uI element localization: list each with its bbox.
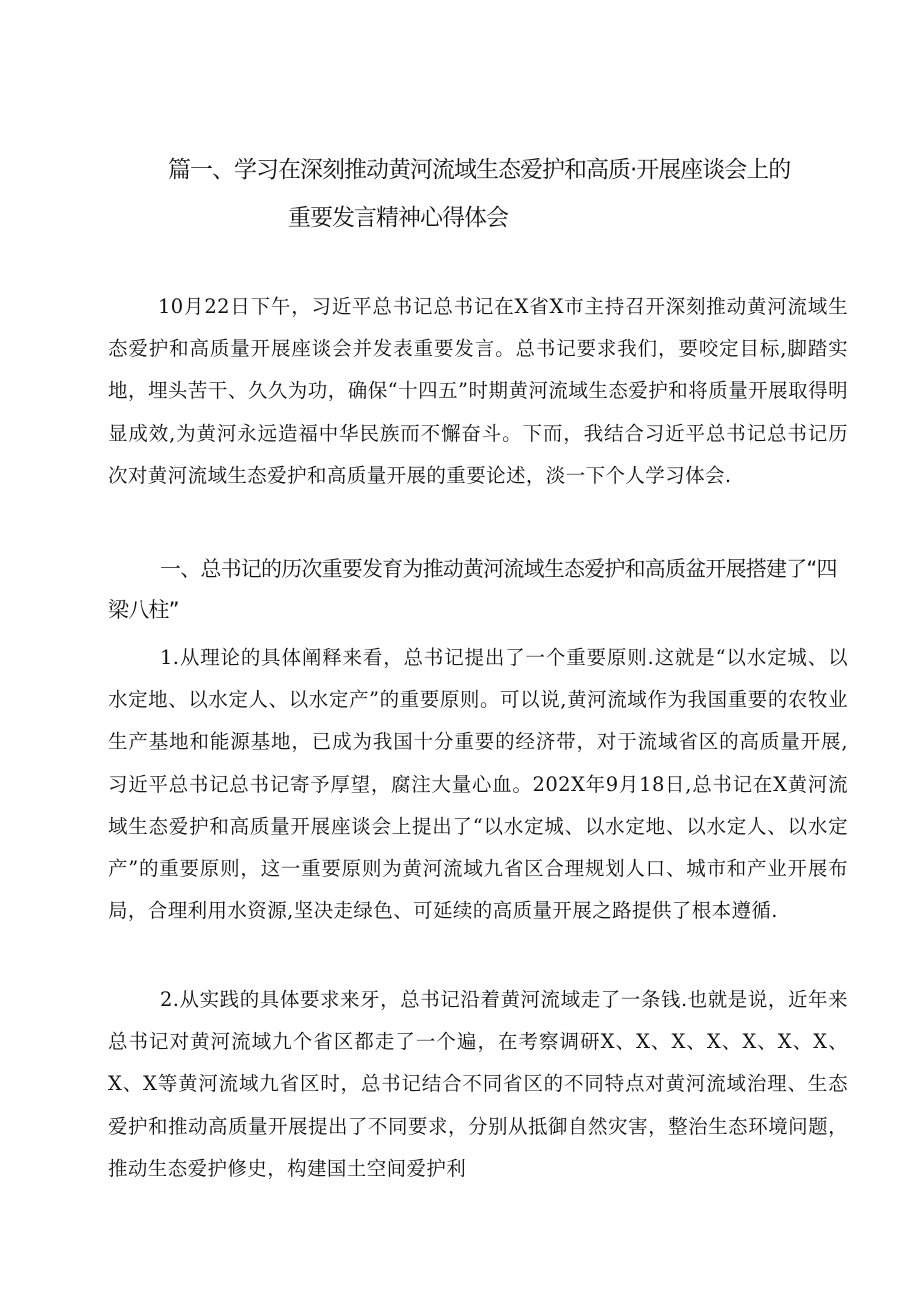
body-paragraph-1: 1.从理论的具体阐释来看，总书记提出了一个重要原则.这就是“以水定城、以水定地、以水定人、以水定产”的重要原则。可以说,黄河流域作为我国重要的农牧业生产基地和能源基地，已成为我国十分重要的经济带，对于流域省区的高质量开展,习近平总书记总书记寄予厚望，腐注大量心血。202X年9月18日,总书记在X黄河流域生态爱护和高质量开展座谈会上提出了“以水定城、以水定地、以水定人、以水定产”的重要原则，这一重要原则为黄河流域九省区合理规划人口、城市和产业开展布局，合理利用水资源,坚决走绿色、可延续的高质量开展之路提供了根本遵循. (108, 646, 848, 923)
document-title-line-1: 篇一、学习在深刻推动黄河流域生态爱护和高质·开展座谈会上的 (168, 157, 791, 183)
body-paragraph-2: 2.从实践的具体要求来牙，总书记沿着黄河流域走了一条钱.也就是说，近年来总书记对黄河流域九个省区都走了一个遍，在考察调研X、X、X、X、X、X、X、X、X等黄河流域九省区时，总书记结合不同省区的不同特点对黄河流域治理、生态爱护和推动高质量开展提出了不同要求，分别从抵御自然灾害，整治生态环境问题，推动生态爱护修史，构建国土空间爱护利 (108, 988, 848, 1180)
section-heading-1: 一、总书记的历次重要发育为推动黄河流域生态爱护和高质盆开展搭建了“四梁八柱” (108, 557, 837, 622)
intro-paragraph: 10月22日下午，习近平总书记总书记在X省X市主持召开深刻推动黄河流域生态爱护和高质量开展座谈会并发表重要发言。总书记要求我们，要咬定目标,脚踏实地，埋头苦干、久久为功，确保“十四五”时期黄河流域生态爱护和将质量开展取得明显成效,为黄河永远造福中华民族而不懈奋斗。下而，我结合习近平总书记总书记历次对黄河流域生态爱护和高质量开展的重要论述，淡一下个人学习体会. (108, 295, 848, 487)
document-title-line-2: 重要发言精神心得体会 (288, 205, 508, 231)
